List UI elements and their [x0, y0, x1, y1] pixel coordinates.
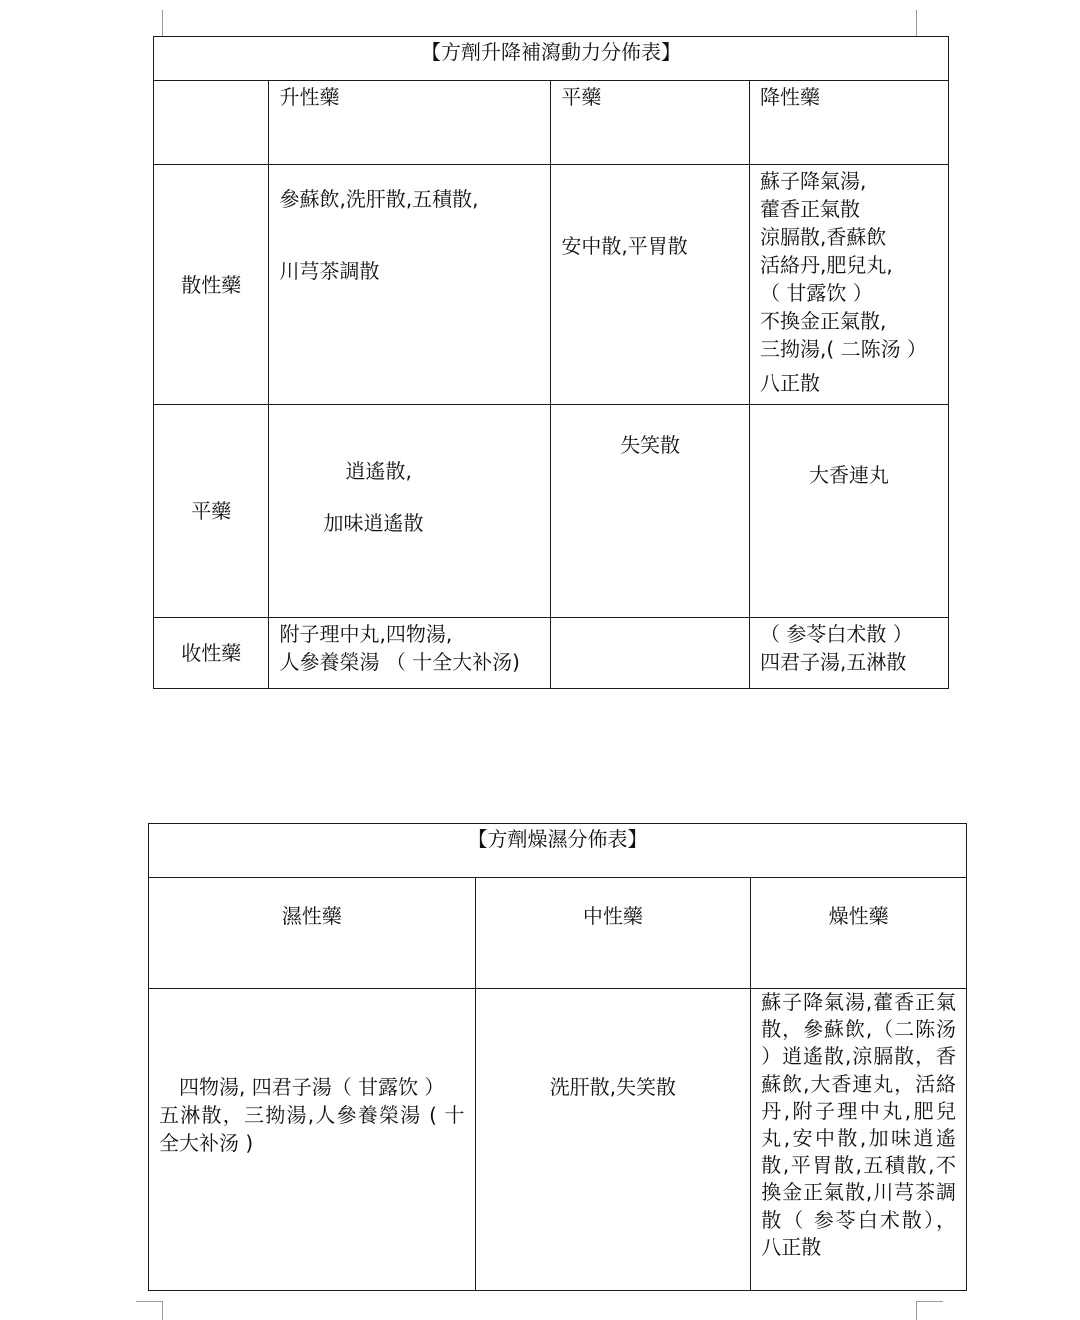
- table1-corner-cell: [154, 81, 269, 165]
- table1-title-text: 【方劑升降補瀉動力分佈表】: [421, 40, 681, 64]
- table1-header-up: 升性藥: [279, 85, 340, 109]
- table2-header-neutral: 中性藥: [582, 904, 643, 928]
- table1-cell: [750, 618, 949, 689]
- row-label-cell: [154, 165, 269, 405]
- formula-text: 人參養榮湯 （ 十全大补汤): [279, 650, 520, 674]
- formula-text: 蘇子降氣湯,: [760, 169, 867, 193]
- table2-header-cell-dry: [751, 878, 967, 989]
- crop-mark-bottom-left-h: [136, 1301, 163, 1302]
- row-label-cell: [154, 405, 269, 618]
- table1-title: [154, 37, 949, 81]
- table1-cell: [269, 405, 551, 618]
- formula-text: 大香連丸: [809, 463, 890, 487]
- formula-text: 活絡丹,肥兒丸,: [760, 253, 893, 277]
- crop-mark-top-left: [162, 10, 163, 36]
- table1-header-cell-up: [269, 81, 551, 165]
- table1-cell: [551, 165, 750, 405]
- table2-header-wet: 濕性藥: [281, 904, 342, 928]
- row-label-cell: [154, 618, 269, 689]
- table-row: [149, 989, 967, 1291]
- table1-header-down: 降性藥: [760, 85, 821, 109]
- formula-text: 參蘇飲,洗肝散,五積散,: [279, 187, 479, 211]
- table1-cell: [750, 165, 949, 405]
- table-row: [154, 405, 949, 618]
- crop-mark-bottom-right-v: [916, 1301, 917, 1320]
- table2-cell-wet: [149, 989, 476, 1291]
- table1-cell: [750, 405, 949, 618]
- table2-header-cell-wet: [149, 878, 476, 989]
- table2-header-dry: 燥性藥: [828, 904, 889, 928]
- formula-text: 不換金正氣散,: [760, 309, 887, 333]
- formula-text: 蘇子降氣湯,藿香正氣散，參蘇飲,（二陈汤 ）逍遙散,涼膈散，香蘇飲,大香連丸，活絡丹,附子理中丸,肥兒丸,安中散,加味逍遙散,平胃散,五積散,不換金正氣散,川芎茶調散（ 参苓白术散），八正散: [761, 990, 956, 1259]
- table2-cell-dry: [751, 989, 967, 1291]
- formula-text: 逍遙散,: [345, 459, 412, 483]
- formula-text: 四君子湯,五淋散: [760, 650, 907, 674]
- table1-header-cell-down: [750, 81, 949, 165]
- formula-text: 加味逍遙散: [323, 511, 424, 535]
- formula-text: 八正散: [760, 371, 821, 395]
- formula-text: 附子理中丸,四物湯,: [279, 622, 453, 646]
- table1-header-cell-mid: [551, 81, 750, 165]
- table2-title: [149, 824, 967, 878]
- crop-mark-bottom-right-h: [916, 1301, 943, 1302]
- formula-text: 川芎茶調散: [279, 259, 380, 283]
- table1-cell: [269, 618, 551, 689]
- crop-mark-bottom-left-v: [162, 1301, 163, 1320]
- table-row: [154, 165, 949, 405]
- table1-cell: [551, 618, 750, 689]
- formula-text: 洗肝散,失笑散: [549, 1075, 677, 1099]
- row-label: 平藥: [191, 499, 232, 523]
- formula-text: 四物湯, 四君子湯（ 甘露饮 ）: [179, 1075, 445, 1099]
- formula-text: 三拗湯,( 二陈汤 ）: [760, 337, 927, 361]
- formula-text: （ 参苓白术散 ）: [760, 622, 913, 646]
- ascend-descend-table: [153, 36, 949, 689]
- formula-text: 安中散,平胃散: [561, 233, 688, 258]
- row-label: 散性藥: [181, 272, 242, 297]
- table2-title-text: 【方劑燥濕分佈表】: [467, 827, 648, 851]
- crop-mark-top-right: [916, 10, 917, 36]
- formula-text: （ 甘露饮 ）: [760, 281, 873, 305]
- formula-text: 五淋散，三拗湯,人參養榮湯 ( 十全大补汤 ): [159, 1103, 465, 1155]
- row-label: 收性藥: [181, 641, 242, 665]
- table1-cell: [551, 405, 750, 618]
- formula-text: 藿香正氣散: [760, 197, 861, 221]
- table1-cell: [269, 165, 551, 405]
- table-row: [154, 618, 949, 689]
- dry-wet-table: [148, 823, 967, 1291]
- table2-cell-neutral: [475, 989, 751, 1291]
- table1-header-mid: 平藥: [561, 85, 602, 109]
- formula-text: 涼膈散,香蘇飲: [760, 225, 887, 249]
- table2-header-cell-neutral: [475, 878, 751, 989]
- formula-text: 失笑散: [620, 433, 681, 457]
